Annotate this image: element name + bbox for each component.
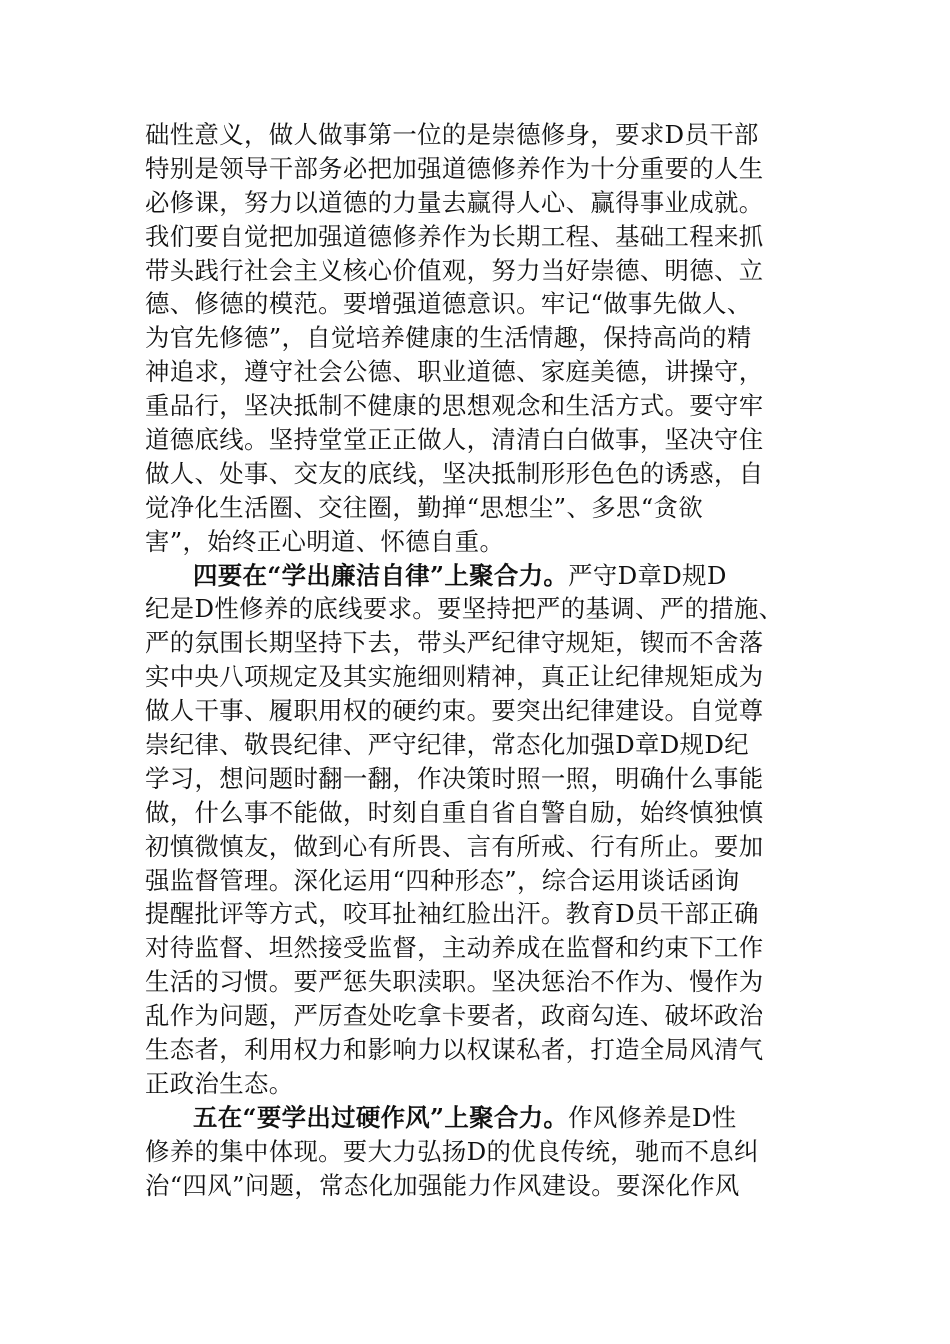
line-text: 学习，想问题时翻一翻，作决策时照一照，明确什么事能 [145,763,764,793]
line-text: 严守D章D规D [568,560,727,590]
text-line [145,830,815,864]
text-line [145,626,815,660]
text-line [145,931,815,965]
line-text: 生态者，利用权力和影响力以权谋私者，打造全局风清气 [145,1035,764,1065]
text-line [145,321,815,355]
line-text: 治“四风”问题，常态化加强能力作风建设。要深化作风 [145,1170,740,1200]
text-line [145,1135,815,1169]
text-line [145,1169,815,1203]
text-line [145,1033,815,1067]
line-text: 必修课，努力以道德的力量去赢得人心、赢得事业成就。 [145,187,764,217]
line-text: 为官先修德”，自觉培养健康的生活情趣，保持高尚的精 [145,323,752,353]
text-line [145,592,815,626]
line-text: 重品行，坚决抵制不健康的思想观念和生活方式。要守牢 [145,391,764,421]
line-text: 初慎微慎友，做到心有所畏、言有所戒、行有所止。要加 [145,831,764,861]
line-text: 生活的习惯。要严惩失职渎职。坚决惩治不作为、慢作为 [145,967,764,997]
line-text: 作风修养是D性 [568,1102,737,1132]
text-line [145,491,815,525]
section-four-heading: 四要在“学出廉洁自律”上聚合力。 [193,560,569,590]
text-line [145,694,815,728]
text-line [145,864,815,898]
line-text: 修养的集中体现。要大力弘扬D的优良传统，驰而不息纠 [145,1136,759,1166]
line-text: 我们要自觉把加强道德修养作为长期工程、基础工程来抓 [145,221,764,251]
text-line [145,999,815,1033]
text-line [145,796,815,830]
text-line [145,287,815,321]
line-text: 做人干事、履职用权的硬约束。要突出纪律建设。自觉尊 [145,696,764,726]
line-text: 做人、处事、交友的底线，坚决抵制形形色色的诱惑，自 [145,458,764,488]
line-text: 正政治生态。 [145,1068,294,1098]
line-text: 做，什么事不能做，时刻自重自省自警自励，始终慎独慎 [145,797,764,827]
text-line [145,389,815,423]
text-line [145,762,815,796]
line-text: 崇纪律、敬畏纪律、严守纪律，常态化加强D章D规D纪 [145,730,750,760]
section-five-first-line [145,1101,815,1135]
line-text: 严的氛围长期坚持下去，带头严纪律守规矩，锲而不舍落 [145,628,764,658]
line-text: 强监督管理。深化运用“四种形态”，综合运用谈话函询 [145,865,740,895]
text-line [145,1067,815,1101]
text-line [145,254,815,288]
line-text: 对待监督、坦然接受监督，主动养成在监督和约束下工作 [145,933,764,963]
line-text: 道德底线。坚持堂堂正正做人，清清白白做事，坚决守住 [145,425,764,455]
line-text: 础性意义，做人做事第一位的是崇德修身，要求D员干部 [145,120,759,149]
document-body [145,118,815,1203]
section-four-first-line [145,559,815,593]
text-line [145,152,815,186]
text-line [145,118,815,152]
text-line [145,457,815,491]
line-text: 觉净化生活圈、交往圈，勤掸“思想尘”、多思“贪欲 [145,492,704,522]
text-line [145,965,815,999]
line-text: 乱作为问题，严厉查处吃拿卡要者，政商勾连、破坏政治 [145,1001,764,1031]
line-text: 实中央八项规定及其实施细则精神，真正让纪律规矩成为 [145,662,764,692]
line-text: 特别是领导干部务必把加强道德修养作为十分重要的人生 [145,153,764,183]
text-line [145,186,815,220]
text-line [145,525,815,559]
line-text: 纪是D性修养的底线要求。要坚持把严的基调、严的措施、 [145,594,784,624]
text-line [145,897,815,931]
line-text: 提醒批评等方式，咬耳扯袖红脸出汗。教育D员干部正确 [145,899,759,929]
section-five-heading: 五在“要学出过硬作风”上聚合力。 [193,1102,569,1132]
line-text: 德、修德的模范。要增强道德意识。牢记“做事先做人、 [145,289,752,319]
text-line [145,220,815,254]
line-text: 害”，始终正心明道、怀德自重。 [145,526,505,556]
line-text: 带头践行社会主义核心价值观，努力当好崇德、明德、立 [145,255,764,285]
line-text: 神追求，遵守社会公德、职业道德、家庭美德，讲操守， [145,357,764,387]
text-line [145,728,815,762]
text-line [145,355,815,389]
text-line [145,660,815,694]
text-line [145,423,815,457]
